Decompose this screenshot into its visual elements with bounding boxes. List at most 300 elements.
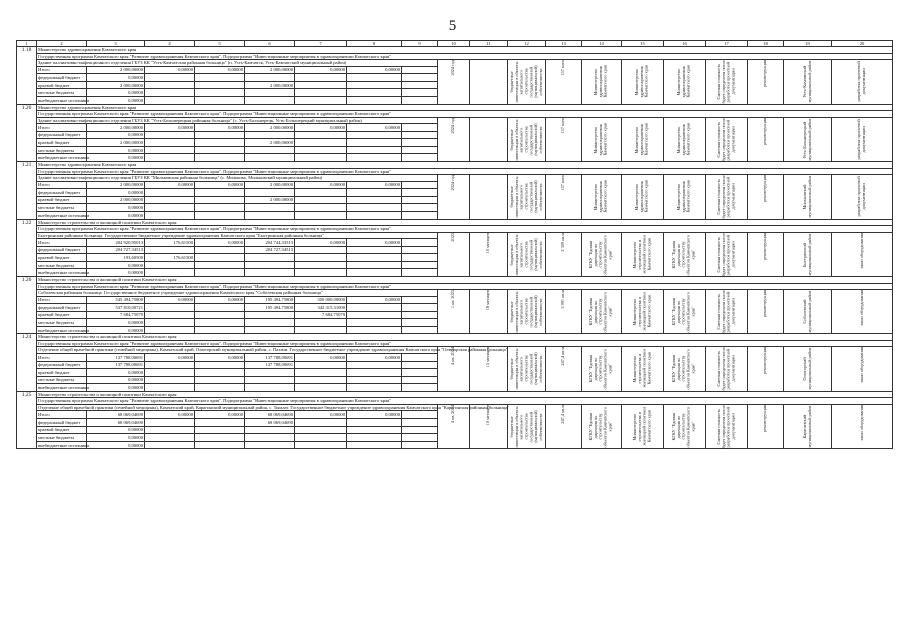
attribute-cell-c15 [622,117,664,161]
fund-amount: 0,00000 [87,376,145,384]
attribute-cell-c13 [546,290,582,334]
block-title-row [17,347,893,354]
attribute-cell-c14 [582,290,622,334]
responsible-ministry: Министерство строительства и жилищной политики Камчатского края [37,277,893,284]
fund-source-label: федеральный бюджет [37,304,87,312]
attribute-cell-c10 [438,117,470,161]
attribute-cell-c19 [784,117,832,161]
column-number: 20 [832,41,893,47]
attribute-cell-c18 [748,175,784,219]
fund-amount [347,204,402,212]
fund-amount: 0,00000 [347,411,402,419]
attribute-cell-c12 [508,290,546,334]
fund-amount [195,261,245,269]
fund-amount [295,211,347,219]
fund-amount [347,89,402,97]
fund-amount [295,154,347,162]
attribute-text: Сметная стоимость будет определена после разработки проектной документации [715,117,736,162]
fund-source-label: федеральный бюджет [37,131,87,139]
fund-amount [245,384,295,392]
fund-amount: 137 788,00691 [87,361,145,369]
fund-amount: 2 000,00000 [87,139,145,147]
fund-amount [145,441,195,449]
attribute-text: бюджетные инвестиции в объекты капитального строительства государственной (муниципальной) собственности [508,233,543,275]
fund-amount [145,304,195,312]
fund-spare-cell [402,434,438,442]
fund-amount [195,97,245,105]
fund-amount [145,131,195,139]
fund-spare-cell [402,124,438,132]
object-name: Здание паллиативно-инфекционного отделения ГБУЗ КК "Мильковская районная больница" (с. Мильково, Мильковский муниципальный район) [37,175,438,182]
fund-amount [145,81,195,89]
fund-amount: 2 000,00000 [87,66,145,74]
attribute-cell-c15 [622,347,664,391]
attribute-text: Усть-Большерецкий муниципальный район [801,118,812,161]
fund-spare-cell [402,154,438,162]
attribute-text: реконструкция [762,175,768,203]
fund-amount [195,246,245,254]
attribute-text: Мильковский муниципальный район [801,175,812,218]
object-name: Здание паллиативно-инфекционного отделения ГБУЗ КК "Усть-Большерецкая районная больница" (с. Усть-Большерецк, Усть-Большерецкий муниципальный район) [37,117,438,124]
attribute-cell-c14 [582,117,622,161]
attribute-text: бюджетные инвестиции в объекты капитального строительства государственной (муниципальной) собственности [508,61,543,103]
fund-amount: 0,00000 [347,66,402,74]
fund-amount: 68 069,04690 [87,411,145,419]
attribute-text: Министерство здравоохранения Камчатского края [676,123,691,156]
fund-amount [145,89,195,97]
block-title-row [17,404,893,411]
fund-amount [295,361,347,369]
fund-amount [295,196,347,204]
attribute-cell-c16 [664,347,706,391]
program-name: Государственная программа Камчатского края "Развитие здравоохранения Камчатского края". Подпрограмма "Инвестиционные мероприятия в здравоохранении Камчатского края" [37,283,893,290]
fund-amount: 2 000,00000 [245,196,295,204]
attribute-text: 3 991 кв.м [560,290,566,309]
fund-amount [145,311,195,319]
attribute-cell-c19 [784,404,832,448]
fund-source-label: краевой бюджет [37,426,87,434]
attribute-cell-c14 [582,404,622,448]
attribute-cell-c20 [832,117,893,161]
attribute-text: 247,4 кв.м [560,347,566,367]
fund-amount: 0,00000 [145,181,195,189]
fund-amount [347,441,402,449]
fund-amount: 545 494,75800 [87,296,145,304]
attribute-cell-c18 [748,232,784,276]
attribute-text: Олюторский муниципальный район [801,348,812,391]
fund-source-label: местные бюджеты [37,434,87,442]
attribute-text: КГКУ "Единая дирекция по строительству объектов Камчатского края" [671,291,696,333]
fund-amount [195,89,245,97]
attribute-text: Сметная стоимость будет определена после разработки проектной документации [715,290,736,334]
fund-source-label: краевой бюджет [37,254,87,262]
attribute-text: 10 месяцев [485,404,491,426]
fund-amount [295,74,347,82]
attribute-cell-c16 [664,175,706,219]
fund-amount [195,74,245,82]
attribute-text: Министерство здравоохранения Камчатского края [634,65,649,98]
fund-amount: 2 000,00000 [245,66,295,74]
fund-amount [145,384,195,392]
attribute-text: Быстринский муниципальный район [801,233,812,276]
fund-amount [195,254,245,262]
attribute-text: Министерство здравоохранения Камчатского края [593,180,608,213]
attribute-cell-c14 [582,60,622,104]
attribute-cell-c15 [622,290,664,334]
fund-amount [347,211,402,219]
fund-amount: 68 069,04690 [245,411,295,419]
attribute-cell-c14 [582,232,622,276]
fund-amount [295,419,347,427]
fund-amount [195,131,245,139]
fund-amount: 2 000,00000 [245,124,295,132]
attribute-text: КГКУ "Единая дирекция по строительству объектов Камчатского края" [671,234,696,275]
fund-amount [245,254,295,262]
fund-amount [295,369,347,377]
attribute-cell-c18 [748,290,784,334]
fund-amount [145,146,195,154]
attribute-text: Министерство строительства и жилищной политики Камчатского края [631,235,652,274]
attribute-cell-c19 [784,347,832,391]
fund-amount: 2 000,00000 [245,81,295,89]
fund-amount: 204 727,34513 [245,246,295,254]
fund-amount [347,311,402,319]
attribute-cell-c10 [438,232,470,276]
fund-amount: 7 684,75079 [295,311,347,319]
column-number: 4 [145,41,195,47]
fund-amount [145,246,195,254]
attribute-cell-c15 [622,175,664,219]
fund-amount [195,434,245,442]
attribute-cell-c15 [622,404,664,448]
attribute-text: бюджетные инвестиции в объекты капитального строительства государственной (муниципальной) собственности [508,118,543,160]
attribute-text: заказ оборудования [858,347,864,384]
fund-amount: 2 000,00000 [87,196,145,204]
attribute-text: 2024 год [450,117,456,134]
fund-amount [145,419,195,427]
attribute-cell-c13 [546,117,582,161]
attribute-cell-c12 [508,347,546,391]
attribute-cell-c18 [748,117,784,161]
attribute-text: Министерство здравоохранения Камчатского края [634,123,649,156]
attribute-cell-c14 [582,175,622,219]
fund-spare-cell [402,369,438,377]
column-number: 15 [622,41,664,47]
row-number: 1.20 [17,104,37,161]
attribute-text: заказ оборудования [858,290,864,326]
fund-amount: 537 810,00721 [87,304,145,312]
attribute-text: КГКУ "Единая дирекция по строительству объектов Камчатского края" [588,406,613,447]
attribute-cell-c18 [748,60,784,104]
fund-amount [347,419,402,427]
fund-amount: 0,00000 [295,181,347,189]
attribute-text: Министерство строительства и жилищной политики Камчатского края [631,350,652,389]
fund-amount [295,434,347,442]
fund-amount [245,369,295,377]
fund-source-label: федеральный бюджет [37,74,87,82]
attribute-cell-c12 [508,232,546,276]
fund-amount: 0,00000 [347,124,402,132]
block-title-row [17,232,893,239]
attribute-text: 157 коек [560,175,566,191]
attribute-cell-c16 [664,404,706,448]
program-name: Государственная программа Камчатского края "Развитие здравоохранения Камчатского края". Подпрограмма "Инвестиционные мероприятия в здравоохранении Камчатского края" [37,53,893,60]
attribute-text: КГКУ "Единая дирекция по строительству объектов Камчатского края" [588,348,613,390]
fund-amount: 0,00000 [145,353,195,361]
attribute-cell-c11 [470,60,508,104]
fund-source-label: внебюджетные источники [38,155,89,161]
fund-amount: 0,00000 [195,124,245,132]
responsible-ministry: Министерство строительства и жилищной политики Камчатского края [37,219,893,226]
fund-amount: 342 315,31000 [295,304,347,312]
fund-amount [245,97,295,105]
fund-source-label: Итого [37,124,87,132]
fund-amount [245,146,295,154]
fund-spare-cell [402,419,438,427]
attribute-cell-c12 [508,60,546,104]
attribute-text: 2025 [450,232,456,242]
fund-source-label: краевой бюджет [37,369,87,377]
attribute-text: бюджетные инвестиции в объекты капитального строительства государственной (муниципальной) собственности [508,348,543,390]
attribute-text: реконструкция [762,117,768,145]
column-number: 11 [470,41,508,47]
attribute-cell-c11 [470,232,508,276]
attribute-cell-c20 [832,290,893,334]
attribute-text: заказ оборудования [858,232,864,269]
fund-source-label: Итого [37,181,87,189]
attribute-text: Министерство здравоохранения Камчатского края [593,123,608,156]
attribute-cell-c15 [622,232,664,276]
fund-spare-cell [402,261,438,269]
fund-amount [347,376,402,384]
attribute-cell-c19 [784,290,832,334]
attribute-cell-c12 [508,117,546,161]
column-number: 18 [748,41,784,47]
attribute-text: КГКУ "Единая дирекция по строительству объектов Камчатского края" [588,234,613,275]
responsible-ministry: Министерство строительства и жилищной политики Камчатского края [37,391,893,398]
fund-amount: 0,00000 [195,411,245,419]
fund-amount: 193,60500 [87,254,145,262]
fund-amount [195,419,245,427]
fund-amount: 0,00000 [87,261,145,269]
fund-amount: 0,00000 [145,124,195,132]
fund-amount: 0,00000 [347,239,402,247]
attribute-cell-c13 [546,404,582,448]
fund-spare-cell [402,239,438,247]
fund-amount [195,441,245,449]
fund-amount: 0,00000 [87,89,145,97]
fund-source-label: Итого [37,296,87,304]
program-name: Государственная программа Камчатского края "Развитие здравоохранения Камчатского края". Подпрограмма "Инвестиционные мероприятия в здравоохранении Камчатского края" [37,340,893,347]
fund-amount [195,304,245,312]
fund-amount [195,154,245,162]
fund-amount [195,376,245,384]
fund-amount: 195 494,75800 [245,296,295,304]
fund-amount: 0,00000 [195,181,245,189]
fund-spare-cell [402,246,438,254]
fund-spare-cell [402,74,438,82]
fund-amount [245,319,295,327]
fund-source-label: местные бюджеты [37,146,87,154]
fund-spare-cell [402,89,438,97]
attribute-cell-c11 [470,175,508,219]
fund-amount: 2 000,00000 [245,139,295,147]
attribute-cell-c12 [508,175,546,219]
fund-amount [145,204,195,212]
fund-amount: 137 788,00691 [87,353,145,361]
fund-source-label: федеральный бюджет [37,419,87,427]
fund-amount: 0,00000 [295,411,347,419]
fund-amount [347,131,402,139]
attribute-text: КГКУ "Единая дирекция по строительству объектов Камчатского края" [671,406,696,447]
object-name: Здание паллиативно-инфекционного отделения ГБУЗ КК "Усть-Камчатская районная больница" (п. Усть-Камчатск, Усть-Камчатский муниципальный район) [37,60,438,67]
fund-amount [145,139,195,147]
column-number: 12 [508,41,546,47]
fund-amount [145,426,195,434]
fund-amount [347,261,402,269]
program-name: Государственная программа Камчатского края "Развитие здравоохранения Камчатского края". Подпрограмма "Инвестиционные мероприятия в здравоохранении Камчатского края" [37,111,893,118]
fund-amount [295,326,347,334]
fund-amount [347,384,402,392]
fund-amount [295,254,347,262]
fund-spare-cell [402,211,438,219]
column-number: 7 [295,41,347,47]
fund-amount [347,189,402,197]
fund-source-label: местные бюджеты [37,261,87,269]
page-number: 5 [448,18,457,34]
column-number: 3 [87,41,145,47]
fund-amount [145,261,195,269]
fund-amount [145,361,195,369]
column-number: 14 [582,41,622,47]
attribute-cell-c13 [546,347,582,391]
fund-amount: 204 920,95013 [87,239,145,247]
fund-amount: 0,00000 [195,353,245,361]
attribute-cell-c20 [832,232,893,276]
object-name: Соболевская районная больница. Государственное бюджетное учреждение здравоохранения Камчатского края "Соболевская районная больница" [37,290,438,297]
object-name: Отделение общей врачебной практики (семейной медицины), Камчатский край, Олюторский муниципальный район, с. Пахачи. Государственное бюджетное учреждение здравоохранения Камчатского края "Олюторская районная больница" [38,347,508,353]
fund-amount: 2 000,00000 [87,81,145,89]
attribute-cell-c13 [546,60,582,104]
fund-amount: 0,00000 [87,426,145,434]
fund-source-label: местные бюджеты [37,319,87,327]
fund-amount: 0,00000 [295,239,347,247]
fund-amount [195,426,245,434]
attribute-text: Сметная стоимость будет определена после разработки проектной документации [715,175,736,219]
attribute-cell-c17 [706,404,748,448]
fund-amount [245,154,295,162]
fund-amount: 0,00000 [347,296,402,304]
column-number: 10 [438,41,470,47]
fund-amount [145,189,195,197]
attribute-cell-c18 [748,347,784,391]
fund-amount [347,154,402,162]
attribute-cell-c11 [470,347,508,391]
fund-amount: 176,61500 [145,239,195,247]
attribute-cell-c12 [508,404,546,448]
fund-amount: 195 494,75800 [245,304,295,312]
fund-amount [245,269,295,277]
fund-amount: 0,00000 [347,181,402,189]
fund-spare-cell [402,376,438,384]
fund-source-label: краевой бюджет [37,311,87,319]
attribute-text: бюджетные инвестиции в объекты капитального строительства государственной (муниципальной) собственности [508,291,543,333]
fund-spare-cell [402,411,438,419]
fund-amount: 137 788,00691 [245,361,295,369]
fund-spare-cell [402,304,438,312]
fund-spare-cell [402,97,438,105]
attribute-cell-c11 [470,404,508,448]
fund-amount [347,426,402,434]
column-number: 19 [784,41,832,47]
fund-amount [347,304,402,312]
attribute-text: Сметная стоимость будет определена после разработки проектной документации [715,347,736,391]
fund-amount [295,376,347,384]
fund-amount [295,89,347,97]
fund-amount [195,361,245,369]
row-number: 1.26 [17,277,37,334]
fund-source-label: Итого [37,353,87,361]
row-number: 1.18 [17,47,37,104]
attribute-text: бюджетные инвестиции в объекты капитального строительства государственной (муниципальной) собственности [508,176,543,218]
row-number: 1.24 [17,334,37,391]
attribute-text: КГКУ "Единая дирекция по строительству объектов Камчатского края" [671,348,696,390]
fund-amount [347,146,402,154]
fund-amount: 350 000,00000 [295,296,347,304]
responsible-ministry: Министерство строительства и жилищной политики Камчатского края [37,334,893,341]
fund-amount: 0,00000 [87,269,145,277]
attribute-text: Сметная стоимость будет определена после разработки проектной документации [715,232,736,276]
fund-amount [145,196,195,204]
attribute-cell-c13 [546,232,582,276]
fund-amount: 0,00000 [87,319,145,327]
fund-amount: 2 000,00000 [245,181,295,189]
fund-amount [245,441,295,449]
fund-amount [295,146,347,154]
attribute-cell-c10 [438,347,470,391]
fund-spare-cell [402,319,438,327]
fund-amount: 137 788,00691 [245,353,295,361]
fund-amount: 0,00000 [145,296,195,304]
fund-amount [347,326,402,334]
fund-spare-cell [402,189,438,197]
fund-amount [347,269,402,277]
attribute-text: Соболевский муниципальный район [801,290,812,333]
attribute-cell-c17 [706,232,748,276]
fund-amount: 0,00000 [295,124,347,132]
program-name: Государственная программа Камчатского края "Развитие здравоохранения Камчатского края". Подпрограмма "Инвестиционные мероприятия в здравоохранении Камчатского края" [37,398,893,405]
fund-source-label: Итого [37,411,87,419]
column-number: 9 [402,41,438,47]
fund-amount: 0,00000 [347,353,402,361]
fund-amount: 204 744,33513 [245,239,295,247]
fund-amount: 0,00000 [87,441,145,449]
attribute-cell-c16 [664,290,706,334]
fund-spare-cell [402,254,438,262]
fund-amount [145,376,195,384]
program-name: Государственная программа Камчатского края "Развитие здравоохранения Камчатского края". Подпрограмма "Инвестиционные мероприятия в здравоохранении Камчатского края" [37,168,893,175]
attribute-text: 247,4 кв.м [560,404,566,424]
attribute-text: Усть-Камчатский муниципальный район [801,60,812,103]
fund-amount [195,384,245,392]
fund-spare-cell [402,361,438,369]
fund-amount [195,326,245,334]
fund-amount [145,434,195,442]
attribute-cell-c16 [664,60,706,104]
fund-amount [295,261,347,269]
attribute-cell-c18 [748,404,784,448]
attribute-cell-c17 [706,60,748,104]
